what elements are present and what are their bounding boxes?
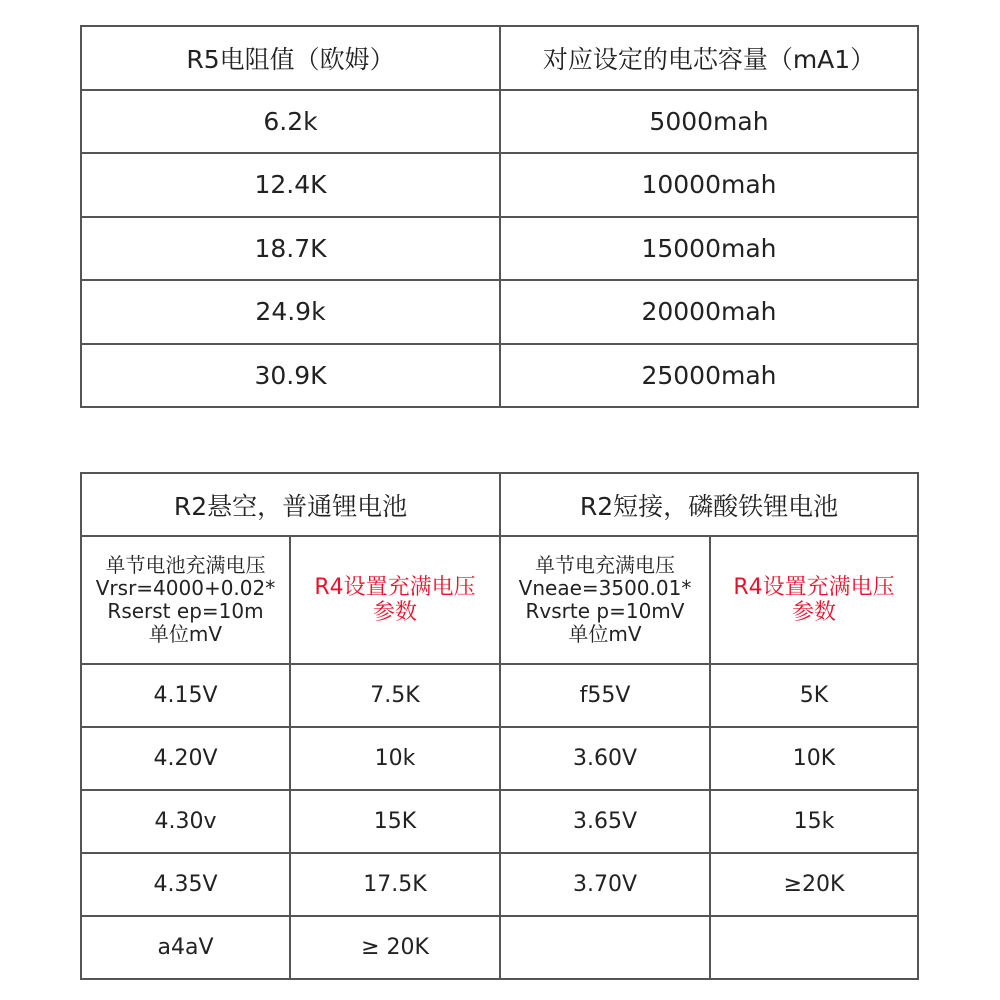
table-cell: f55V — [500, 664, 710, 727]
table-cell: 18.7K — [81, 217, 500, 281]
table-cell: 17.5K — [290, 853, 500, 916]
table-cell: 15000mah — [500, 217, 918, 281]
header-line: 单节电充满电压 — [535, 553, 675, 577]
table-cell: 10000mah — [500, 153, 918, 217]
table-cell: 4.20V — [81, 727, 290, 790]
table-cell: 4.30v — [81, 790, 290, 853]
table-header-row — [81, 26, 918, 90]
table-cell: ≥20K — [710, 853, 918, 916]
table-cell: 5000mah — [500, 90, 918, 154]
lifepo4-voltage-header — [500, 536, 710, 664]
table-cell: 7.5K — [290, 664, 500, 727]
table-cell: ≥ 20K — [290, 916, 500, 979]
table-cell: 15K — [290, 790, 500, 853]
table-cell: 4.15V — [81, 664, 290, 727]
table-row — [81, 916, 918, 979]
table-cell: 3.60V — [500, 727, 710, 790]
table-cell: 24.9k — [81, 280, 500, 344]
header-line: Vrsr=4000+0.02* — [95, 576, 276, 600]
table-row — [81, 344, 918, 408]
header-line: R4设置充满电压 — [733, 575, 895, 600]
table-row — [81, 790, 918, 853]
lifepo4-r4-header — [710, 536, 918, 664]
table-cell: 3.65V — [500, 790, 710, 853]
table-cell: 10K — [710, 727, 918, 790]
lifepo4-group-header: R2短接，磷酸铁锂电池 — [500, 473, 918, 536]
table-cell: 6.2k — [81, 90, 500, 154]
lithium-voltage-header — [81, 536, 290, 664]
table-cell: a4aV — [81, 916, 290, 979]
table-row — [81, 217, 918, 281]
capacity-header: 对应设定的电芯容量（mA1） — [500, 26, 918, 90]
header-line: R4设置充满电压 — [314, 575, 476, 600]
sub-header-row — [81, 536, 918, 664]
table-cell: 5K — [710, 664, 918, 727]
table-row — [81, 727, 918, 790]
header-line: Rserst ep=10m — [107, 599, 264, 623]
table-row — [81, 664, 918, 727]
table-cell: 10k — [290, 727, 500, 790]
table-cell: 25000mah — [500, 344, 918, 408]
header-line: 单位mV — [148, 622, 223, 646]
table-row — [81, 853, 918, 916]
lithium-r4-header — [290, 536, 500, 664]
r4-voltage-table — [80, 472, 919, 980]
lithium-group-header: R2悬空，普通锂电池 — [81, 473, 500, 536]
header-line: 单位mV — [568, 622, 642, 646]
header-line: 参数 — [791, 600, 836, 625]
table-row — [81, 280, 918, 344]
table-cell: 12.4K — [81, 153, 500, 217]
r5-capacity-table — [80, 25, 919, 408]
header-line: Vneae=3500.01* — [518, 576, 692, 600]
table-cell: 4.35V — [81, 853, 290, 916]
header-line: Rvsrte p=10mV — [525, 599, 685, 623]
table-cell — [710, 916, 918, 979]
table-row — [81, 90, 918, 154]
table-cell: 20000mah — [500, 280, 918, 344]
table-cell: 3.70V — [500, 853, 710, 916]
r5-resistance-header: R5电阻值（欧姆） — [81, 26, 500, 90]
table-row — [81, 153, 918, 217]
header-line: 参数 — [372, 600, 417, 625]
table-cell — [500, 916, 710, 979]
table-cell: 15k — [710, 790, 918, 853]
group-header-row — [81, 473, 918, 536]
table-cell: 30.9K — [81, 344, 500, 408]
header-line: 单节电池充满电压 — [105, 553, 266, 577]
